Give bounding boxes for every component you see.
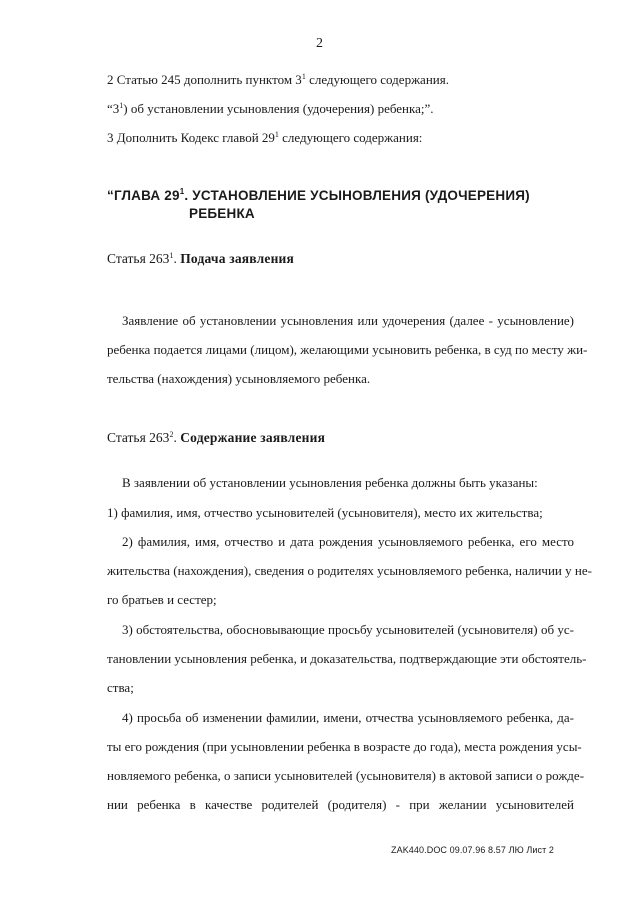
amendment-item-2-text: 2 Статью 245 дополнить пунктом 3 [107,72,302,87]
article-1-line: Заявление об установлении усыновления или удочерения (далее - усыновление) [122,313,574,328]
amendment-item-3-text-end: следующего содержания: [278,130,423,145]
chapter-heading-start: “ГЛАВА 29 [107,188,180,203]
chapter-heading-line-1 [107,188,530,203]
article-2-intro: В заявлении об установлении усыновления ребенка должны быть указаны: [122,475,538,490]
superscript: 1 [274,130,279,139]
superscript: 1 [169,251,174,260]
article-2-number: Статья 263 [107,430,170,445]
quoted-clause-start: “3 [107,101,120,116]
document-footer: ZAK440.DOC 09.07.96 8.57 ЛЮ Лист 2 [391,845,555,855]
article-2-number-dot: . [173,430,181,445]
article-1-line: тельства (нахождения) усыновляемого ребенка. [107,371,371,386]
article-2-point-2-line: жительства (нахождения), сведения о родителях усыновляемого ребенка, наличии у не- [107,563,592,578]
article-2-point-3-line: 3) обстоятельства, обосновывающие просьбу усыновителей (усыновителя) об ус- [122,622,574,637]
quoted-clause [107,101,434,117]
chapter-heading-title: . УСТАНОВЛЕНИЕ УСЫНОВЛЕНИЯ (УДОЧЕРЕНИЯ) [184,188,530,203]
article-2-point-3-line: тановлении усыновления ребенка, и доказательства, подтверждающие эти обстоятель- [107,651,587,666]
chapter-heading-line-2: РЕБЕНКА [189,206,255,221]
article-2-point-1: 1) фамилия, имя, отчество усыновителей (усыновителя), место их жительства; [107,505,543,520]
page-number: 2 [316,36,323,51]
article-1-title: Подача заявления [180,251,295,266]
article-2-point-2-line: 2) фамилия, имя, отчество и дата рождения усыновляемого ребенка, его место [122,534,574,549]
amendment-item-3 [107,130,422,146]
superscript: 1 [179,187,185,196]
article-1-line: ребенка подается лицами (лицом), желающими усыновить ребенка, в суд по месту жи- [107,342,588,357]
article-1-heading [107,251,294,267]
article-2-heading [107,430,325,446]
article-2-point-2-line: го братьев и сестер; [107,592,217,607]
article-2-point-4-line: ты его рождения (при усыновлении ребенка в возрасте до года), места рождения усы- [107,739,582,754]
article-2-point-4-line: нии ребенка в качестве родителей (родителя) - при желании усыновителей [107,797,574,812]
quoted-clause-text: ) об установлении усыновления (удочерения) ребенка;”. [123,101,434,116]
article-2-point-4-line: новляемого ребенка, о записи усыновителей (усыновителя) в актовой записи о рожде- [107,768,585,783]
amendment-item-2-text-end: следующего содержания. [305,72,449,87]
article-1-number: Статья 263 [107,251,170,266]
amendment-item-3-text: 3 Дополнить Кодекс главой 29 [107,130,275,145]
article-2-title: Содержание заявления [180,430,326,445]
amendment-item-2 [107,72,449,88]
article-2-point-3-line: ства; [107,680,134,695]
article-1-number-dot: . [173,251,181,266]
article-2-point-4-line: 4) просьба об изменении фамилии, имени, отчества усыновляемого ребенка, да- [122,710,574,725]
superscript: 2 [169,430,174,439]
superscript: 1 [119,101,124,110]
superscript: 1 [301,72,306,81]
